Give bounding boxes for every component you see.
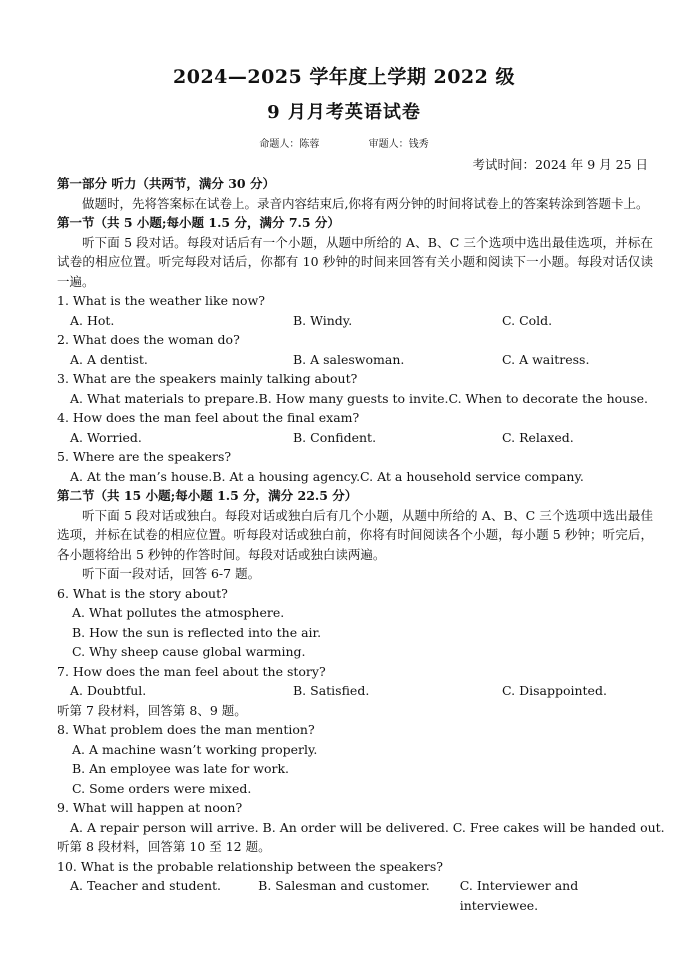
question-10: 10. What is the probable relationship between the speakers? xyxy=(57,858,443,874)
option-c: C. Interviewer and interviewee. xyxy=(459,878,579,913)
question-3-options: A. What materials to prepare.B. How many guests to invite.C. When to decorate the house. xyxy=(70,390,648,406)
option-b: B. An employee was late for work. xyxy=(72,761,290,776)
question-9: 9. What will happen at noon? xyxy=(57,800,243,815)
question-4: 4. How does the man feel about the final exam? xyxy=(57,410,360,425)
section2-instructions: 听下面 5 段对话或独白。每段对话或独白后有几个小题，从题中所给的 A、B、C 三个选项中选出最佳选项，并标在试卷的相应位置。听每段对话或独白前，你将有时间阅读各个小题，每小题 5 秒钟；听完后，各小题将给出 5 秒钟的作答时间。每段对话或独白读两遍。 xyxy=(57,507,653,562)
option-b: B. Confident. xyxy=(293,429,377,445)
section1-instructions: 听下面 5 段对话。每段对话后有一个小题，从题中所给的 A、B、C 三个选项中选出最佳选项，并标在试卷的相应位置。听完每段对话后，你都有 10 秒钟的时间来回答有关小题和阅读下一小题。每段对话仅读一遍。 xyxy=(57,234,653,289)
dialog-8-instruction: 听第 8 段材料，回答第 10 至 12 题。 xyxy=(57,839,271,854)
option-a: A. A dentist. xyxy=(70,351,148,367)
section2-heading: 第二节（共 15 小题;每小题 1.5 分，满分 22.5 分） xyxy=(57,488,358,503)
question-2: 2. What does the woman do? xyxy=(57,332,240,347)
author-label: 命题人：陈蓉 xyxy=(259,139,320,150)
option-a: A. What pollutes the atmosphere. xyxy=(72,605,285,620)
exam-content xyxy=(57,174,665,915)
question-1-options xyxy=(57,311,653,331)
question-9-options: A. A repair person will arrive. B. An order will be delivered. C. Free cakes will be handed out. xyxy=(70,819,665,835)
option-c: C. Some orders were mixed. xyxy=(72,780,252,796)
exam-time: 考试时间：2024 年 9 月 25 日 xyxy=(472,157,648,172)
authors-line xyxy=(0,135,688,150)
question-3: 3. What are the speakers mainly talking about? xyxy=(57,371,358,386)
question-2-options xyxy=(57,350,653,370)
exam-title-line1: 2024—2025 学年度上学期 2022 级 xyxy=(173,66,515,88)
question-6: 6. What is the story about? xyxy=(57,585,228,601)
option-b: B. Satisfied. xyxy=(293,683,370,698)
option-c: C. Relaxed. xyxy=(502,429,574,445)
question-8: 8. What problem does the man mention? xyxy=(57,722,315,737)
dialog-7-instruction: 听第 7 段材料，回答第 8、9 题。 xyxy=(57,702,247,718)
part1-heading: 第一部分 听力（共两节，满分 30 分） xyxy=(57,176,275,191)
option-a: A. Doubtful. xyxy=(70,683,147,698)
dialog-6-instruction: 听下面一段对话，回答 6-7 题。 xyxy=(82,566,261,581)
question-7: 7. How does the man feel about the story? xyxy=(57,663,326,679)
option-c: C. Why sheep cause global warming. xyxy=(72,644,306,659)
section1-heading: 第一节（共 5 小题;每小题 1.5 分，满分 7.5 分） xyxy=(57,215,340,230)
option-a: A. Teacher and student. xyxy=(70,878,222,893)
option-a: A. Hot. xyxy=(70,312,115,328)
reviewer-label: 审题人：钱秀 xyxy=(368,139,429,150)
part1-intro: 做题时，先将答案标在试卷上。录音内容结束后,你将有两分钟的时间将试卷上的答案转涂到答题卡上。 xyxy=(82,195,649,211)
option-b: B. Windy. xyxy=(293,312,353,328)
option-b: B. A saleswoman. xyxy=(293,351,405,367)
option-c: C. Disappointed. xyxy=(502,683,607,698)
option-b: B. How the sun is reflected into the air. xyxy=(72,624,322,640)
question-4-options xyxy=(57,428,653,448)
question-7-options xyxy=(57,681,653,701)
question-10-options xyxy=(57,876,653,915)
question-5-options: A. At the man’s house.B. At a housing agency.C. At a household service company. xyxy=(70,468,584,484)
option-a: A. A machine wasn’t working properly. xyxy=(72,741,318,757)
option-a: A. Worried. xyxy=(70,429,142,445)
option-c: C. A waitress. xyxy=(502,351,590,367)
exam-title-line2: 9 月月考英语试卷 xyxy=(267,102,421,123)
question-5: 5. Where are the speakers? xyxy=(57,449,232,464)
option-b: B. Salesman and customer. xyxy=(258,878,430,893)
question-1: 1. What is the weather like now? xyxy=(57,293,265,308)
option-c: C. Cold. xyxy=(502,312,553,328)
